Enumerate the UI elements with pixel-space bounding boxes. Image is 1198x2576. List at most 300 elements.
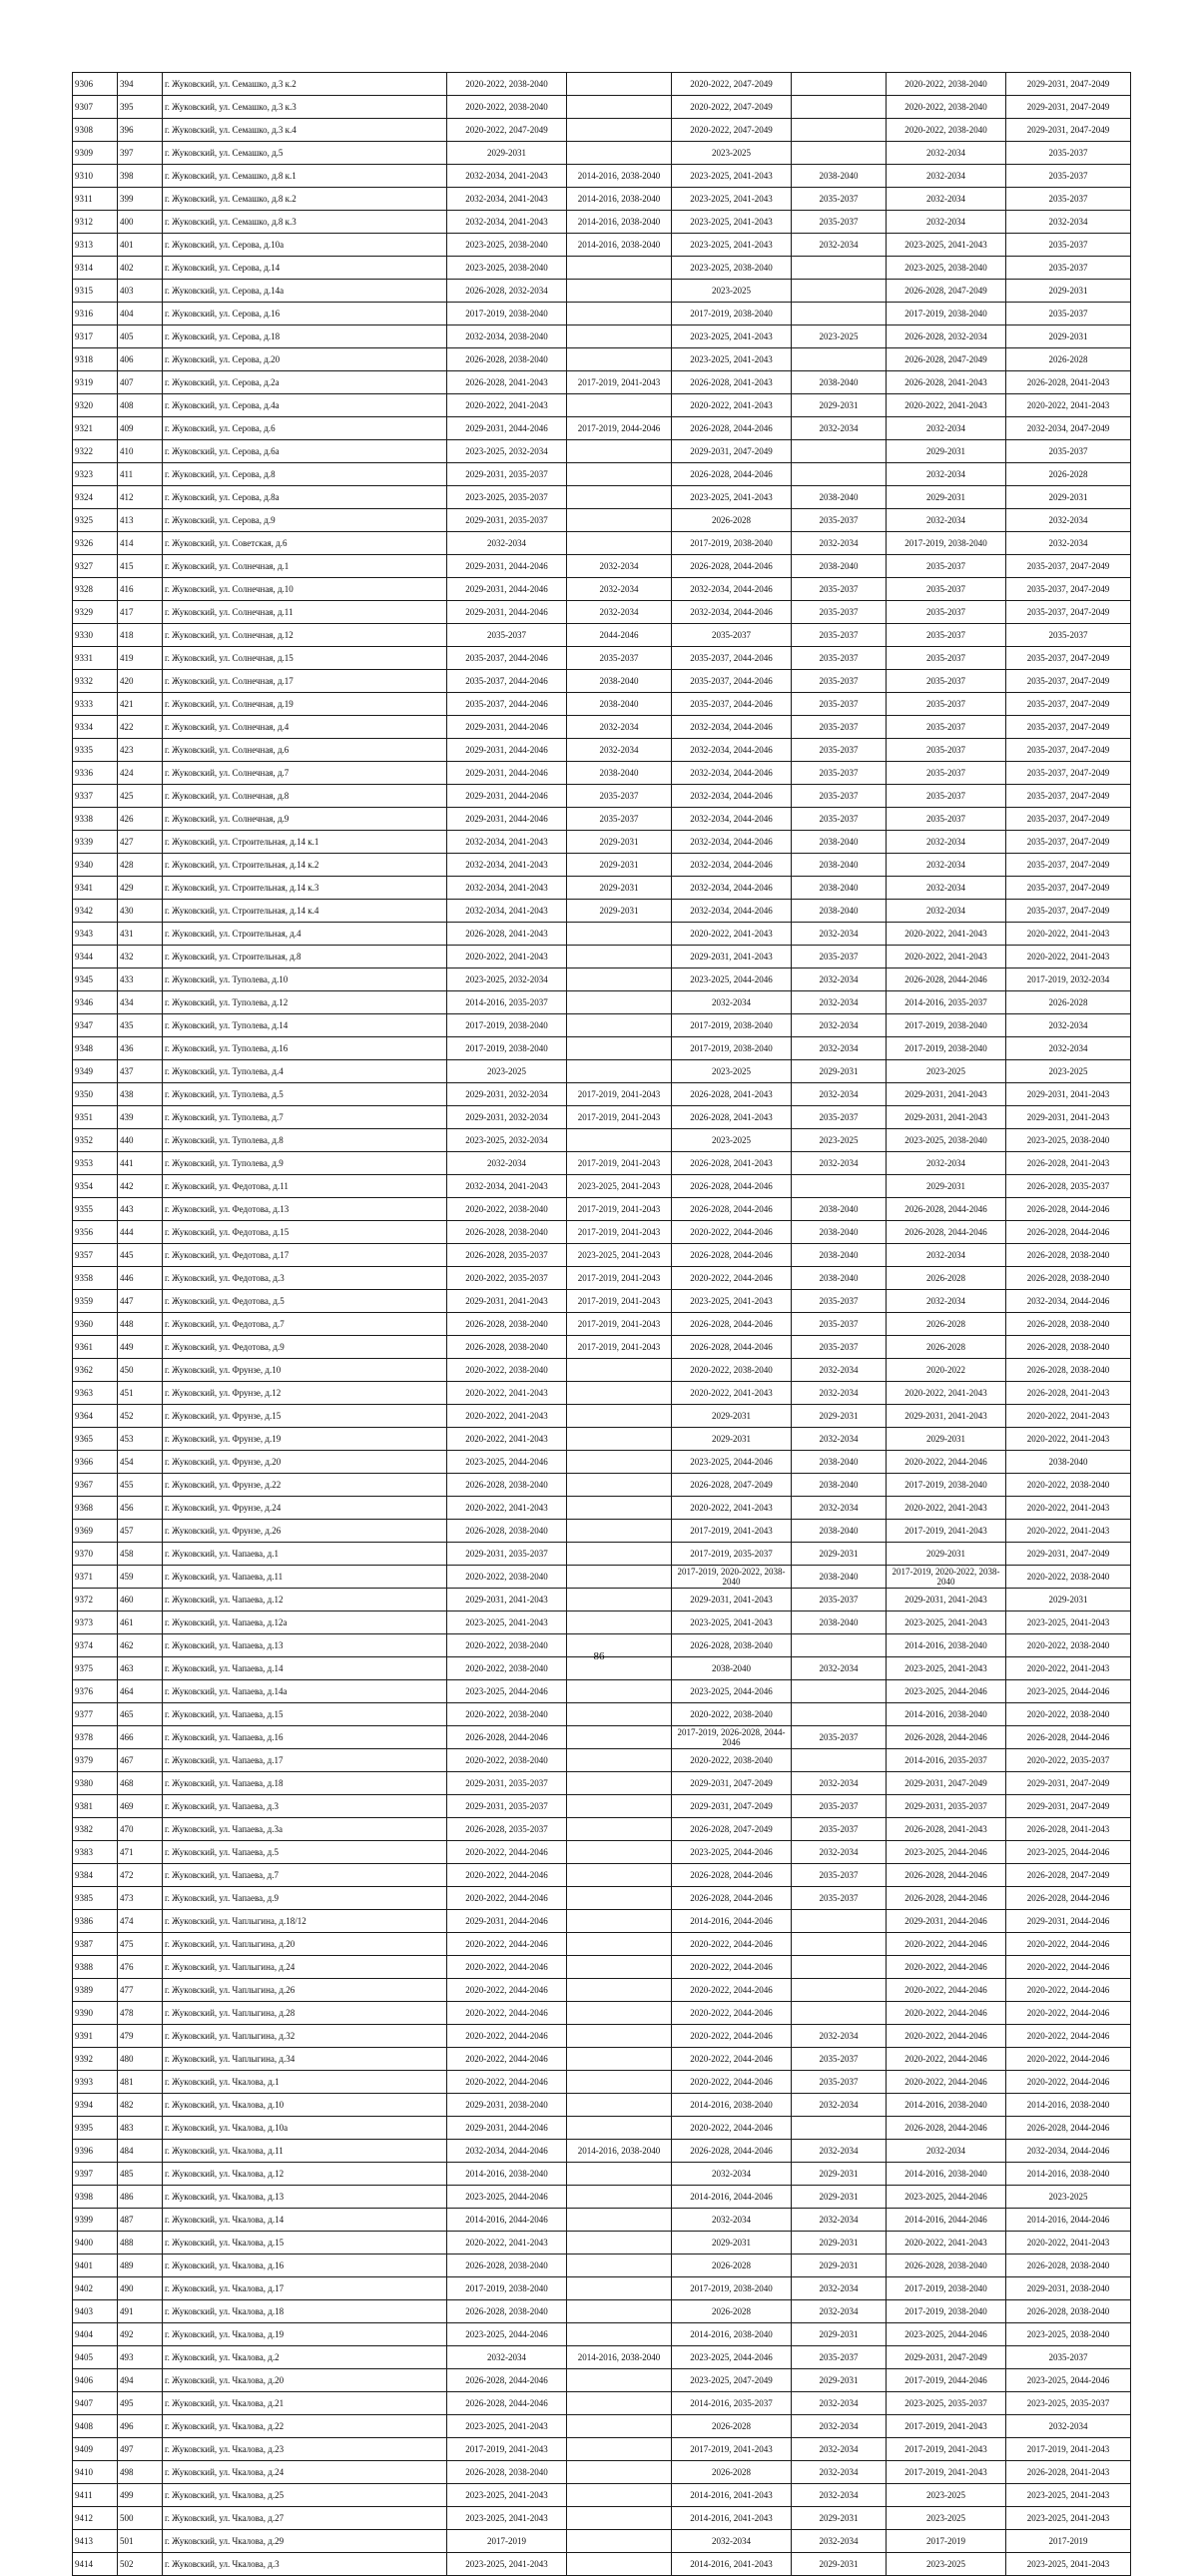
- local-number-cell: 456: [118, 1497, 163, 1520]
- period-col-5-cell: 2023-2025, 2041-2043: [887, 1657, 1006, 1680]
- period-col-5-cell: 2026-2028, 2047-2049: [887, 280, 1006, 303]
- address-cell: г. Жуковский, ул. Чапаева, д.18: [163, 1772, 447, 1795]
- period-col-3-cell: 2029-2031, 2041-2043: [672, 1589, 792, 1611]
- period-col-2-cell: 2032-2034: [567, 739, 672, 762]
- period-col-2-cell: 2035-2037: [567, 647, 672, 670]
- period-col-3-cell: 2032-2034, 2044-2046: [672, 716, 792, 739]
- period-col-6-cell: 2035-2037: [1006, 257, 1131, 280]
- row-id-cell: 9318: [73, 348, 118, 371]
- period-col-5-cell: 2017-2019, 2041-2043: [887, 2461, 1006, 2484]
- period-col-4-cell: 2035-2037: [792, 1106, 887, 1129]
- period-col-6-cell: 2023-2025, 2041-2043: [1006, 2484, 1131, 2507]
- row-id-cell: 9331: [73, 647, 118, 670]
- period-col-4-cell: [792, 1910, 887, 1933]
- period-col-6-cell: 2023-2025, 2041-2043: [1006, 1611, 1131, 1634]
- address-cell: г. Жуковский, ул. Чкалова, д.19: [163, 2323, 447, 2346]
- period-col-6-cell: 2020-2022, 2041-2043: [1006, 923, 1131, 946]
- local-number-cell: 447: [118, 1290, 163, 1313]
- local-number-cell: 413: [118, 509, 163, 532]
- local-number-cell: 472: [118, 1864, 163, 1887]
- local-number-cell: 398: [118, 165, 163, 188]
- local-number-cell: 431: [118, 923, 163, 946]
- row-id-cell: 9332: [73, 670, 118, 693]
- period-col-6-cell: 2035-2037, 2047-2049: [1006, 647, 1131, 670]
- period-col-1-cell: 2026-2028, 2041-2043: [447, 371, 567, 394]
- period-col-2-cell: 2029-2031: [567, 877, 672, 900]
- address-cell: г. Жуковский, ул. Семашко, д.3 к.3: [163, 96, 447, 119]
- period-col-1-cell: 2023-2025, 2038-2040: [447, 234, 567, 257]
- period-col-3-cell: 2023-2025, 2044-2046: [672, 1841, 792, 1864]
- table-row: [73, 923, 1131, 946]
- row-id-cell: 9312: [73, 211, 118, 234]
- period-col-6-cell: 2032-2034, 2047-2049: [1006, 417, 1131, 440]
- table-row: [73, 900, 1131, 923]
- table-row: [73, 1497, 1131, 1520]
- period-col-2-cell: [567, 2553, 672, 2576]
- table-row: [73, 486, 1131, 509]
- table-row: [73, 1772, 1131, 1795]
- local-number-cell: 433: [118, 968, 163, 991]
- period-col-5-cell: 2032-2034: [887, 417, 1006, 440]
- period-col-3-cell: 2020-2022, 2047-2049: [672, 73, 792, 96]
- period-col-3-cell: 2026-2028, 2044-2046: [672, 1864, 792, 1887]
- period-col-5-cell: 2035-2037: [887, 739, 1006, 762]
- address-cell: г. Жуковский, ул. Строительная, д.14 к.3: [163, 877, 447, 900]
- local-number-cell: 404: [118, 303, 163, 325]
- period-col-1-cell: 2020-2022, 2041-2043: [447, 1497, 567, 1520]
- row-id-cell: 9325: [73, 509, 118, 532]
- period-col-5-cell: 2020-2022, 2041-2043: [887, 394, 1006, 417]
- period-col-6-cell: 2035-2037, 2047-2049: [1006, 670, 1131, 693]
- local-number-cell: 451: [118, 1382, 163, 1405]
- period-col-3-cell: 2020-2022, 2038-2040: [672, 1359, 792, 1382]
- table-row: [73, 1405, 1131, 1428]
- period-col-3-cell: 2029-2031, 2047-2049: [672, 440, 792, 463]
- period-col-3-cell: 2020-2022, 2044-2046: [672, 1221, 792, 1244]
- period-col-3-cell: 2020-2022, 2044-2046: [672, 1979, 792, 2002]
- period-col-4-cell: 2032-2034: [792, 1014, 887, 1037]
- period-col-2-cell: [567, 2186, 672, 2209]
- address-cell: г. Жуковский, ул. Чапаева, д.14а: [163, 1680, 447, 1703]
- period-col-1-cell: 2029-2031: [447, 142, 567, 165]
- period-col-4-cell: 2035-2037: [792, 785, 887, 808]
- period-col-1-cell: 2023-2025, 2032-2034: [447, 1129, 567, 1152]
- local-number-cell: 423: [118, 739, 163, 762]
- address-cell: г. Жуковский, ул. Солнечная, д.11: [163, 601, 447, 624]
- period-col-6-cell: 2029-2031, 2047-2049: [1006, 119, 1131, 142]
- table-row: [73, 2277, 1131, 2300]
- period-col-1-cell: 2020-2022, 2038-2040: [447, 1749, 567, 1772]
- period-col-6-cell: 2020-2022, 2044-2046: [1006, 2071, 1131, 2094]
- period-col-3-cell: 2032-2034, 2044-2046: [672, 831, 792, 854]
- period-col-5-cell: 2032-2034: [887, 877, 1006, 900]
- period-col-4-cell: [792, 348, 887, 371]
- period-col-3-cell: 2023-2025, 2038-2040: [672, 257, 792, 280]
- row-id-cell: 9374: [73, 1634, 118, 1657]
- period-col-3-cell: 2014-2016, 2038-2040: [672, 2323, 792, 2346]
- local-number-cell: 425: [118, 785, 163, 808]
- period-col-4-cell: 2029-2031: [792, 1060, 887, 1083]
- row-id-cell: 9341: [73, 877, 118, 900]
- table-row: [73, 96, 1131, 119]
- period-col-5-cell: 2020-2022, 2044-2046: [887, 1956, 1006, 1979]
- period-col-5-cell: 2035-2037: [887, 578, 1006, 601]
- row-id-cell: 9400: [73, 2232, 118, 2254]
- table-row: [73, 2140, 1131, 2163]
- period-col-5-cell: 2035-2037: [887, 808, 1006, 831]
- local-number-cell: 444: [118, 1221, 163, 1244]
- local-number-cell: 420: [118, 670, 163, 693]
- address-cell: г. Жуковский, ул. Чкалова, д.24: [163, 2461, 447, 2484]
- period-col-5-cell: 2032-2034: [887, 509, 1006, 532]
- period-col-1-cell: 2029-2031, 2044-2046: [447, 417, 567, 440]
- period-col-5-cell: 2026-2028, 2041-2043: [887, 371, 1006, 394]
- address-cell: г. Жуковский, ул. Туполева, д.16: [163, 1037, 447, 1060]
- local-number-cell: 419: [118, 647, 163, 670]
- period-col-6-cell: 2029-2031, 2044-2046: [1006, 1910, 1131, 1933]
- period-col-2-cell: [567, 923, 672, 946]
- period-col-4-cell: [792, 2117, 887, 2140]
- local-number-cell: 475: [118, 1933, 163, 1956]
- period-col-1-cell: 2020-2022, 2041-2043: [447, 394, 567, 417]
- address-cell: г. Жуковский, ул. Чкалова, д.2: [163, 2346, 447, 2369]
- period-col-2-cell: 2032-2034: [567, 601, 672, 624]
- table-row: [73, 417, 1131, 440]
- period-col-2-cell: 2017-2019, 2041-2043: [567, 1152, 672, 1175]
- period-col-1-cell: 2020-2022, 2038-2040: [447, 1634, 567, 1657]
- period-col-4-cell: 2035-2037: [792, 1290, 887, 1313]
- local-number-cell: 479: [118, 2025, 163, 2048]
- period-col-5-cell: 2035-2037: [887, 624, 1006, 647]
- period-col-4-cell: 2035-2037: [792, 1313, 887, 1336]
- period-col-2-cell: 2029-2031: [567, 831, 672, 854]
- period-col-6-cell: 2026-2028, 2041-2043: [1006, 371, 1131, 394]
- period-col-5-cell: 2032-2034: [887, 1244, 1006, 1267]
- period-col-6-cell: 2026-2028: [1006, 991, 1131, 1014]
- period-col-3-cell: 2026-2028, 2044-2046: [672, 555, 792, 578]
- period-col-5-cell: 2023-2025, 2044-2046: [887, 1841, 1006, 1864]
- period-col-2-cell: [567, 280, 672, 303]
- period-col-1-cell: 2023-2025, 2041-2043: [447, 2507, 567, 2530]
- period-col-1-cell: 2026-2028, 2044-2046: [447, 2392, 567, 2415]
- period-col-2-cell: [567, 2232, 672, 2254]
- table-row: [73, 2484, 1131, 2507]
- row-id-cell: 9361: [73, 1336, 118, 1359]
- period-col-6-cell: 2026-2028: [1006, 463, 1131, 486]
- period-col-3-cell: 2017-2019, 2038-2040: [672, 1014, 792, 1037]
- local-number-cell: 462: [118, 1634, 163, 1657]
- period-col-6-cell: 2020-2022, 2041-2043: [1006, 1520, 1131, 1543]
- period-col-3-cell: 2026-2028, 2044-2046: [672, 1336, 792, 1359]
- period-col-6-cell: 2032-2034: [1006, 211, 1131, 234]
- address-cell: г. Жуковский, ул. Солнечная, д.4: [163, 716, 447, 739]
- row-id-cell: 9377: [73, 1703, 118, 1726]
- local-number-cell: 415: [118, 555, 163, 578]
- period-col-1-cell: 2014-2016, 2044-2046: [447, 2209, 567, 2232]
- row-id-cell: 9398: [73, 2186, 118, 2209]
- period-col-1-cell: 2029-2031, 2044-2046: [447, 578, 567, 601]
- period-col-4-cell: 2029-2031: [792, 2163, 887, 2186]
- address-cell: г. Жуковский, ул. Серова, д.8: [163, 463, 447, 486]
- period-col-1-cell: 2032-2034, 2041-2043: [447, 877, 567, 900]
- period-col-5-cell: 2029-2031, 2035-2037: [887, 1795, 1006, 1818]
- local-number-cell: 411: [118, 463, 163, 486]
- period-col-5-cell: 2020-2022, 2044-2046: [887, 2002, 1006, 2025]
- period-col-1-cell: 2020-2022, 2044-2046: [447, 1933, 567, 1956]
- address-cell: г. Жуковский, ул. Чаплыгина, д.18/12: [163, 1910, 447, 1933]
- period-col-4-cell: [792, 73, 887, 96]
- period-col-4-cell: 2032-2034: [792, 2025, 887, 2048]
- local-number-cell: 421: [118, 693, 163, 716]
- period-col-1-cell: 2020-2022, 2038-2040: [447, 1198, 567, 1221]
- address-cell: г. Жуковский, ул. Чкалова, д.15: [163, 2232, 447, 2254]
- table-row: [73, 142, 1131, 165]
- table-row: [73, 1474, 1131, 1497]
- period-col-6-cell: 2029-2031: [1006, 1589, 1131, 1611]
- period-col-3-cell: 2023-2025, 2041-2043: [672, 486, 792, 509]
- period-col-5-cell: 2023-2025, 2041-2043: [887, 234, 1006, 257]
- period-col-2-cell: [567, 2507, 672, 2530]
- period-col-3-cell: 2035-2037, 2044-2046: [672, 647, 792, 670]
- schedule-table: [72, 72, 1131, 2576]
- period-col-6-cell: 2035-2037, 2047-2049: [1006, 578, 1131, 601]
- period-col-1-cell: 2026-2028, 2044-2046: [447, 2369, 567, 2392]
- period-col-3-cell: 2023-2025, 2041-2043: [672, 348, 792, 371]
- local-number-cell: 499: [118, 2484, 163, 2507]
- period-col-6-cell: 2026-2028, 2038-2040: [1006, 1267, 1131, 1290]
- table-row: [73, 2507, 1131, 2530]
- period-col-4-cell: 2032-2034: [792, 2300, 887, 2323]
- table-row: [73, 739, 1131, 762]
- table-row: [73, 991, 1131, 1014]
- period-col-2-cell: [567, 1703, 672, 1726]
- period-col-5-cell: 2032-2034: [887, 1152, 1006, 1175]
- local-number-cell: 501: [118, 2530, 163, 2553]
- period-col-1-cell: 2020-2022, 2035-2037: [447, 1267, 567, 1290]
- period-col-4-cell: 2035-2037: [792, 670, 887, 693]
- row-id-cell: 9338: [73, 808, 118, 831]
- period-col-1-cell: 2023-2025: [447, 1060, 567, 1083]
- local-number-cell: 498: [118, 2461, 163, 2484]
- period-col-4-cell: 2035-2037: [792, 624, 887, 647]
- local-number-cell: 476: [118, 1956, 163, 1979]
- local-number-cell: 467: [118, 1749, 163, 1772]
- period-col-5-cell: 2026-2028, 2044-2046: [887, 1726, 1006, 1749]
- row-id-cell: 9317: [73, 325, 118, 348]
- period-col-6-cell: 2020-2022, 2041-2043: [1006, 1657, 1131, 1680]
- local-number-cell: 418: [118, 624, 163, 647]
- period-col-3-cell: 2023-2025, 2044-2046: [672, 2346, 792, 2369]
- row-id-cell: 9408: [73, 2415, 118, 2438]
- period-col-4-cell: 2035-2037: [792, 2346, 887, 2369]
- period-col-1-cell: 2032-2034, 2041-2043: [447, 188, 567, 211]
- address-cell: г. Жуковский, ул. Федотова, д.17: [163, 1244, 447, 1267]
- period-col-2-cell: [567, 946, 672, 968]
- row-id-cell: 9413: [73, 2530, 118, 2553]
- table-row: [73, 2232, 1131, 2254]
- local-number-cell: 474: [118, 1910, 163, 1933]
- address-cell: г. Жуковский, ул. Чапаева, д.16: [163, 1726, 447, 1749]
- period-col-5-cell: 2032-2034: [887, 1290, 1006, 1313]
- row-id-cell: 9372: [73, 1589, 118, 1611]
- period-col-3-cell: 2014-2016, 2041-2043: [672, 2484, 792, 2507]
- row-id-cell: 9384: [73, 1864, 118, 1887]
- row-id-cell: 9322: [73, 440, 118, 463]
- period-col-6-cell: 2035-2037: [1006, 2346, 1131, 2369]
- period-col-4-cell: 2032-2034: [792, 1841, 887, 1864]
- period-col-5-cell: 2029-2031: [887, 440, 1006, 463]
- table-row: [73, 1221, 1131, 1244]
- period-col-6-cell: 2026-2028, 2038-2040: [1006, 1244, 1131, 1267]
- row-id-cell: 9368: [73, 1497, 118, 1520]
- period-col-2-cell: [567, 2415, 672, 2438]
- address-cell: г. Жуковский, ул. Чкалова, д.27: [163, 2507, 447, 2530]
- period-col-6-cell: 2020-2022, 2044-2046: [1006, 1979, 1131, 2002]
- row-id-cell: 9319: [73, 371, 118, 394]
- local-number-cell: 454: [118, 1451, 163, 1474]
- period-col-5-cell: 2014-2016, 2044-2046: [887, 2209, 1006, 2232]
- address-cell: г. Жуковский, ул. Серова, д.2а: [163, 371, 447, 394]
- row-id-cell: 9348: [73, 1037, 118, 1060]
- address-cell: г. Жуковский, ул. Солнечная, д.6: [163, 739, 447, 762]
- address-cell: г. Жуковский, ул. Серова, д.18: [163, 325, 447, 348]
- table-row: [73, 1152, 1131, 1175]
- address-cell: г. Жуковский, ул. Серова, д.20: [163, 348, 447, 371]
- period-col-3-cell: 2017-2019, 2035-2037: [672, 1543, 792, 1566]
- address-cell: г. Жуковский, ул. Строительная, д.14 к.4: [163, 900, 447, 923]
- period-col-2-cell: 2017-2019, 2041-2043: [567, 1336, 672, 1359]
- period-col-5-cell: 2014-2016, 2035-2037: [887, 991, 1006, 1014]
- table-row: [73, 1933, 1131, 1956]
- period-col-3-cell: 2017-2019, 2038-2040: [672, 2277, 792, 2300]
- address-cell: г. Жуковский, ул. Туполева, д.8: [163, 1129, 447, 1152]
- period-col-4-cell: 2035-2037: [792, 509, 887, 532]
- row-id-cell: 9383: [73, 1841, 118, 1864]
- period-col-6-cell: 2035-2037, 2047-2049: [1006, 601, 1131, 624]
- period-col-4-cell: 2032-2034: [792, 1382, 887, 1405]
- local-number-cell: 443: [118, 1198, 163, 1221]
- local-number-cell: 428: [118, 854, 163, 877]
- period-col-2-cell: [567, 1910, 672, 1933]
- row-id-cell: 9333: [73, 693, 118, 716]
- address-cell: г. Жуковский, ул. Туполева, д.10: [163, 968, 447, 991]
- local-number-cell: 446: [118, 1267, 163, 1290]
- period-col-6-cell: 2023-2025, 2041-2043: [1006, 2553, 1131, 2576]
- address-cell: г. Жуковский, ул. Туполева, д.5: [163, 1083, 447, 1106]
- address-cell: г. Жуковский, ул. Чкалова, д.13: [163, 2186, 447, 2209]
- period-col-4-cell: 2029-2031: [792, 2254, 887, 2277]
- period-col-1-cell: 2017-2019: [447, 2530, 567, 2553]
- row-id-cell: 9376: [73, 1680, 118, 1703]
- period-col-3-cell: 2020-2022, 2038-2040: [672, 1703, 792, 1726]
- period-col-5-cell: 2029-2031, 2044-2046: [887, 1910, 1006, 1933]
- local-number-cell: 457: [118, 1520, 163, 1543]
- period-col-2-cell: [567, 1841, 672, 1864]
- period-col-2-cell: [567, 1497, 672, 1520]
- period-col-5-cell: 2026-2028, 2044-2046: [887, 1198, 1006, 1221]
- table-row: [73, 509, 1131, 532]
- period-col-6-cell: 2020-2022, 2038-2040: [1006, 1703, 1131, 1726]
- period-col-1-cell: 2026-2028, 2038-2040: [447, 2254, 567, 2277]
- address-cell: г. Жуковский, ул. Серова, д.16: [163, 303, 447, 325]
- period-col-1-cell: 2020-2022, 2041-2043: [447, 2232, 567, 2254]
- address-cell: г. Жуковский, ул. Чаплыгина, д.32: [163, 2025, 447, 2048]
- period-col-2-cell: 2038-2040: [567, 670, 672, 693]
- period-col-5-cell: 2017-2019, 2041-2043: [887, 1520, 1006, 1543]
- table-row: [73, 532, 1131, 555]
- period-col-4-cell: 2035-2037: [792, 739, 887, 762]
- local-number-cell: 486: [118, 2186, 163, 2209]
- period-col-1-cell: 2023-2025, 2041-2043: [447, 1611, 567, 1634]
- period-col-3-cell: 2032-2034: [672, 2163, 792, 2186]
- period-col-4-cell: [792, 1956, 887, 1979]
- period-col-1-cell: 2029-2031, 2035-2037: [447, 463, 567, 486]
- period-col-3-cell: 2032-2034, 2044-2046: [672, 578, 792, 601]
- local-number-cell: 395: [118, 96, 163, 119]
- row-id-cell: 9344: [73, 946, 118, 968]
- period-col-5-cell: 2035-2037: [887, 670, 1006, 693]
- row-id-cell: 9409: [73, 2438, 118, 2461]
- period-col-3-cell: 2023-2025, 2044-2046: [672, 1451, 792, 1474]
- period-col-2-cell: [567, 1405, 672, 1428]
- period-col-2-cell: [567, 1428, 672, 1451]
- period-col-3-cell: 2026-2028, 2044-2046: [672, 417, 792, 440]
- period-col-2-cell: [567, 440, 672, 463]
- address-cell: г. Жуковский, ул. Солнечная, д.10: [163, 578, 447, 601]
- page-number: 86: [593, 1650, 605, 1662]
- period-col-1-cell: 2032-2034, 2041-2043: [447, 165, 567, 188]
- period-col-6-cell: 2026-2028, 2044-2046: [1006, 2117, 1131, 2140]
- local-number-cell: 473: [118, 1887, 163, 1910]
- period-col-3-cell: 2026-2028, 2041-2043: [672, 1152, 792, 1175]
- row-id-cell: 9326: [73, 532, 118, 555]
- address-cell: г. Жуковский, ул. Чапаева, д.3: [163, 1795, 447, 1818]
- period-col-5-cell: 2026-2028: [887, 1336, 1006, 1359]
- address-cell: г. Жуковский, ул. Чкалова, д.1: [163, 2071, 447, 2094]
- table-row: [73, 1979, 1131, 2002]
- period-col-1-cell: 2026-2028, 2032-2034: [447, 280, 567, 303]
- local-number-cell: 470: [118, 1818, 163, 1841]
- local-number-cell: 430: [118, 900, 163, 923]
- address-cell: г. Жуковский, ул. Туполева, д.7: [163, 1106, 447, 1129]
- period-col-2-cell: [567, 394, 672, 417]
- period-col-1-cell: 2035-2037, 2044-2046: [447, 647, 567, 670]
- period-col-6-cell: 2020-2022, 2038-2040: [1006, 1474, 1131, 1497]
- period-col-6-cell: 2035-2037, 2047-2049: [1006, 854, 1131, 877]
- address-cell: г. Жуковский, ул. Чкалова, д.25: [163, 2484, 447, 2507]
- period-col-1-cell: 2023-2025, 2041-2043: [447, 2484, 567, 2507]
- period-col-2-cell: [567, 303, 672, 325]
- table-row: [73, 831, 1131, 854]
- period-col-6-cell: 2035-2037, 2047-2049: [1006, 693, 1131, 716]
- address-cell: г. Жуковский, ул. Советская, д.6: [163, 532, 447, 555]
- period-col-4-cell: 2032-2034: [792, 2415, 887, 2438]
- period-col-1-cell: 2026-2028, 2044-2046: [447, 1726, 567, 1749]
- table-row: [73, 808, 1131, 831]
- period-col-4-cell: 2035-2037: [792, 808, 887, 831]
- table-row: [73, 1175, 1131, 1198]
- period-col-1-cell: 2023-2025, 2044-2046: [447, 2323, 567, 2346]
- period-col-5-cell: 2032-2034: [887, 854, 1006, 877]
- local-number-cell: 492: [118, 2323, 163, 2346]
- period-col-5-cell: 2014-2016, 2038-2040: [887, 2094, 1006, 2117]
- address-cell: г. Жуковский, ул. Чапаева, д.13: [163, 1634, 447, 1657]
- period-col-2-cell: 2029-2031: [567, 854, 672, 877]
- period-col-5-cell: 2017-2019, 2038-2040: [887, 2300, 1006, 2323]
- period-col-4-cell: 2029-2031: [792, 2553, 887, 2576]
- period-col-3-cell: 2017-2019, 2038-2040: [672, 303, 792, 325]
- row-id-cell: 9356: [73, 1221, 118, 1244]
